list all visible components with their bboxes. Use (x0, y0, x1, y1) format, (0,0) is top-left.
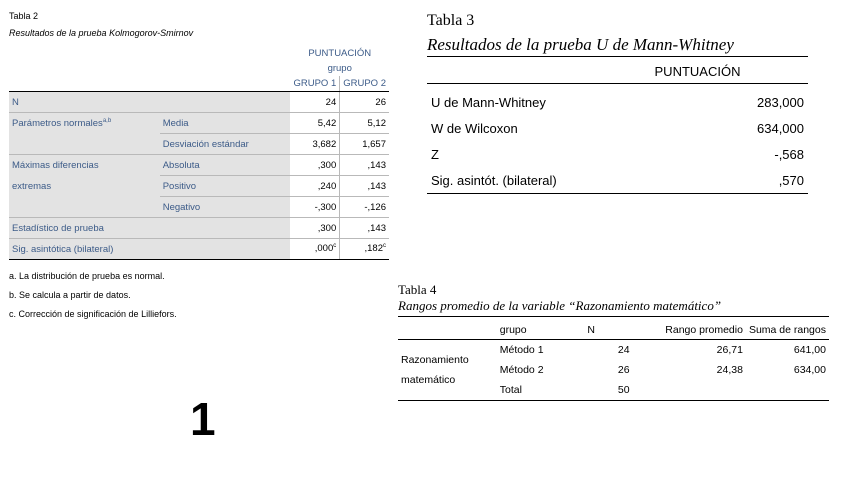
divider (427, 83, 808, 84)
table-row: Sig. asintótica (bilateral) ,000$^c$ ,182$^c$ (9, 239, 389, 260)
table-row: Z -,568 (431, 146, 804, 162)
tabla2-label: Tabla 2 (9, 11, 39, 21)
big-number: 1 (190, 393, 216, 445)
t2-col-grupo2: GRUPO 2 (340, 76, 389, 92)
table-row: Desviación estándar 3,682 1,657 (9, 134, 389, 155)
tabla4-label: Tabla 4 (398, 282, 437, 297)
note: a. La distribución de prueba es normal. (9, 271, 165, 281)
tabla4-caption: Rangos promedio de la variable “Razonamiento matemático” (398, 298, 722, 313)
tabla3-header: PUNTUACIÓN (654, 64, 741, 79)
table-row: Sig. asintót. (bilateral) ,570 (427, 167, 808, 194)
tabla3-table (427, 89, 808, 194)
tabla2-notes (9, 267, 177, 324)
tabla2-caption: Resultados de la prueba Kolmogorov-Smirnov (9, 28, 194, 38)
table-row: N 24 26 (9, 92, 389, 113)
table-row: U de Mann-Whitney 283,000 (431, 94, 804, 110)
t2-header-mid: grupo (327, 63, 352, 74)
divider (398, 316, 829, 317)
note: c. Corrección de significación de Lilliefors. (9, 309, 177, 319)
divider (427, 56, 808, 57)
tabla3-caption: Resultados de la prueba U de Mann-Whitney (427, 35, 734, 54)
note: b. Se calcula a partir de datos. (9, 290, 131, 300)
tabla3-label: Tabla 3 (427, 12, 475, 29)
table-row: Razonamiento matemático Método 1 24 26,71 641,00 (398, 340, 829, 361)
table-row: Negativo -,300 -,126 (9, 197, 389, 218)
tabla2-table (9, 46, 389, 260)
table-row: W de Wilcoxon 634,000 (431, 120, 804, 136)
table-row: Método 2 26 24,38 634,00 (499, 364, 826, 376)
tabla4-table: grupo N Rango promedio Suma de rangos Razonamiento matemático Método 1 24 26,71 641,00 Método 2 26 24,38 634,00 Total 50 (398, 321, 829, 401)
table-row: Estadístico de prueba ,300 ,143 (9, 218, 389, 239)
t2-header-top: PUNTUACIÓN (308, 48, 372, 59)
table-row: extremas Positivo ,240 ,143 (9, 176, 389, 197)
t2-col-grupo1: GRUPO 1 (290, 76, 339, 92)
table-row: Total 50 (398, 380, 829, 401)
table-row: Parámetros normales$^{a,b}$ Media 5,42 5,12 (9, 113, 389, 134)
table-row: Máximas diferencias Absoluta ,300 ,143 (9, 155, 389, 176)
